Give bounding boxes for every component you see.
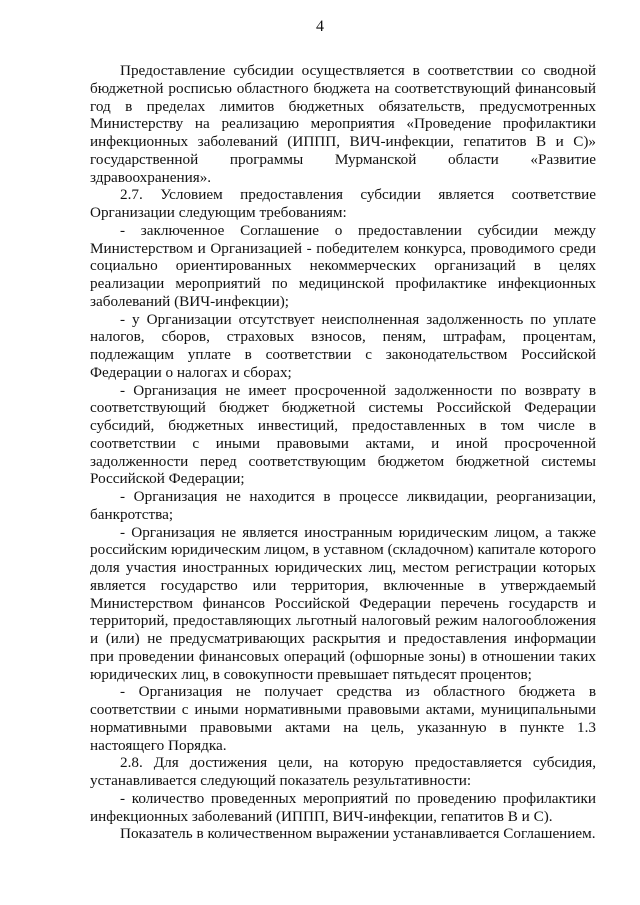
list-item-events-count: - количество проведенных мероприятий по проведению профилактики инфекционных заболеваний (ИППП, ВИЧ-инфекции, гепатитов В и С). xyxy=(90,789,596,825)
paragraph-subsidy-provision: Предоставление субсидии осуществляется в соответствии со сводной бюджетной росписью областного бюджета на соответствующий финансовый год в пределах лимитов бюджетных обязательств, предусмотренных Министерству на реализацию мероприятия «Проведение профилактики инфекционных заболеваний (ИППП, ВИЧ-инфекции, гепатитов В и С)» государственной программы Мурманской области «Развитие здравоохранения». xyxy=(90,62,596,186)
list-item-no-tax-debt: - у Организации отсутствует неисполненная задолженность по уплате налогов, сборов, страховых взносов, пеням, штрафам, процентам, подлежащим уплате в соответствии с законодательством Российской Федерации о налогах и сборах; xyxy=(90,310,596,381)
paragraph-2-7-conditions: 2.7. Условием предоставления субсидии является соответствие Организации следующим требованиям: xyxy=(90,186,596,221)
list-item-no-other-funds: - Организация не получает средства из областного бюджета в соответствии с иными нормативными правовыми актами, муниципальными нормативными правовыми актами на цель, указанную в пункте 1.3 настоящего Порядка. xyxy=(90,683,596,754)
paragraph-2-8-indicator: 2.8. Для достижения цели, на которую предоставляется субсидия, устанавливается следующий показатель результативности: xyxy=(90,754,596,789)
list-item-agreement: - заключенное Соглашение о предоставлении субсидии между Министерством и Организацией - победителем конкурса, проводимого среди социально ориентированных некоммерческих организаций в целях реализации мероприятий по медицинской профилактике инфекционных заболеваний (ВИЧ-инфекции); xyxy=(90,221,596,310)
page-number: 4 xyxy=(316,18,324,35)
list-item-not-foreign-entity: - Организация не является иностранным юридическим лицом, а также российским юридическим лицом, в уставном (складочном) капитале которого доля участия иностранных юридических лиц, местом регистрации которых является государство или территория, включенные в утверждаемый Министерством финансов Российской Федерации перечень государств и территорий, предоставляющих льготный налоговый режим налогообложения и (или) не предусматривающих раскрытия и предоставления информации при проведении финансовых операций (офшорные зоны) в отношении таких юридических лиц, в совокупности превышает пятьдесят процентов; xyxy=(90,523,596,683)
list-item-no-liquidation: - Организация не находится в процессе ликвидации, реорганизации, банкротства; xyxy=(90,488,596,523)
document-body xyxy=(90,62,596,843)
paragraph-indicator-agreement: Показатель в количественном выражении устанавливается Соглашением. xyxy=(120,825,596,843)
list-item-no-overdue-debt: - Организация не имеет просроченной задолженности по возврату в соответствующий бюджет бюджетной системы Российской Федерации субсидий, бюджетных инвестиций, предоставленных в том числе в соответствии с иными правовыми актами, и иной просроченной задолженности перед соответствующим бюджетом бюджетной системы Российской Федерации; xyxy=(90,381,596,488)
